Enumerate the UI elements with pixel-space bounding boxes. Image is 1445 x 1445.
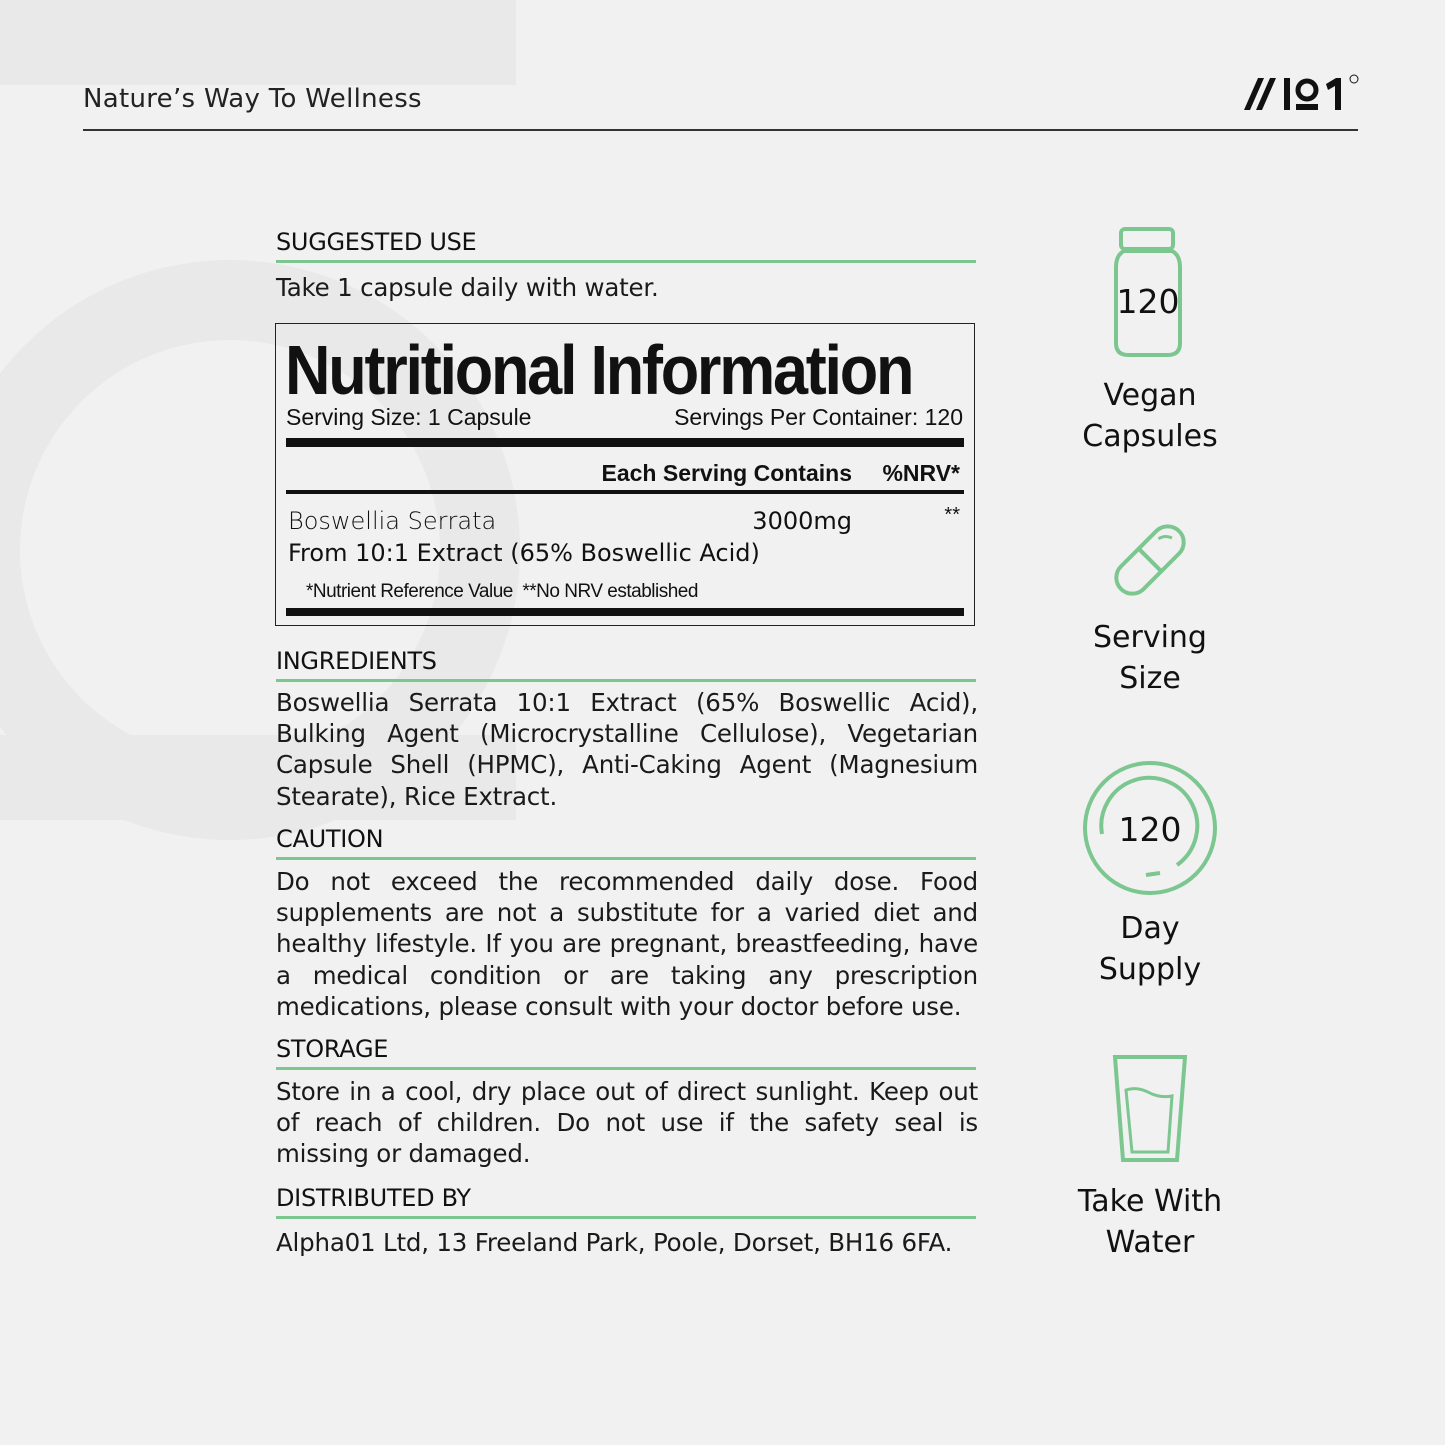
brand-logo [1240, 70, 1360, 115]
bottle-count: 120 [1116, 282, 1180, 321]
servings-per-container: Servings Per Container: 120 [674, 404, 963, 430]
divider [286, 438, 964, 447]
nutrient-name: Boswellia Serrata [288, 507, 497, 535]
nutrient-nrv: ** [944, 504, 960, 526]
nutrition-title: Nutritional Information [285, 331, 913, 409]
feature-day-supply [1060, 758, 1240, 990]
bottle-icon [1110, 225, 1190, 361]
storage-heading: STORAGE [276, 1035, 976, 1070]
calendar-circle-icon [1080, 758, 1220, 898]
storage-text: Store in a cool, dry place out of direct sunlight. Keep out of reach of children. Do not use if the safety seal is missing or damaged. [276, 1077, 978, 1169]
feature-label: Take With Water [1077, 1184, 1223, 1260]
col-nrv: %NRV* [882, 460, 960, 486]
suggested-use-heading: SUGGESTED USE [276, 228, 976, 263]
feature-label: Serving Size [1093, 620, 1207, 696]
tagline: Nature’s Way To Wellness [83, 84, 422, 114]
nutrient-amount: 3000mg [752, 507, 852, 535]
divider [286, 608, 964, 616]
caution-heading: CAUTION [276, 825, 976, 860]
serving-size: Serving Size: 1 Capsule [286, 404, 532, 430]
caution-text: Do not exceed the recommended daily dose. Food supplements are not a substitute for a varied diet and healthy lifestyle. If you are pregnant, breastfeeding, have a medical condition or are taking any prescription medications, please consult with your doctor before use. [276, 867, 978, 1021]
day-count: 120 [1118, 810, 1182, 849]
header-divider [83, 129, 1358, 131]
feature-vegan-capsules [1060, 225, 1240, 457]
background-shape [0, 0, 516, 85]
distributed-heading: DISTRIBUTED BY [276, 1184, 976, 1219]
ingredients-heading: INGREDIENTS [276, 647, 976, 682]
feature-serving-size [1060, 515, 1240, 699]
nutrient-detail: From 10:1 Extract (65% Boswellic Acid) [288, 539, 760, 567]
water-glass-icon [1110, 1052, 1190, 1167]
distributed-text: Alpha01 Ltd, 13 Freeland Park, Poole, Dorset, BH16 6FA. [276, 1228, 953, 1257]
suggested-use-text: Take 1 capsule daily with water. [276, 273, 659, 302]
nutrition-panel [275, 323, 975, 626]
feature-take-with-water [1060, 1052, 1240, 1263]
feature-label: Vegan Capsules [1082, 378, 1218, 454]
ingredients-text: Boswellia Serrata 10:1 Extract (65% Boswellic Acid), Bulking Agent (Microcrystalline Cellulose), Vegetarian Capsule Shell (HPMC), Anti-Caking Agent (Magnesium Stearate), Rice Extract. [276, 688, 978, 811]
divider [286, 490, 964, 494]
col-contains: Each Serving Contains [601, 460, 852, 486]
nrv-footnote: *Nutrient Reference Value **No NRV established [306, 581, 698, 602]
feature-label: Day Supply [1098, 911, 1202, 987]
capsule-icon [1105, 515, 1195, 605]
